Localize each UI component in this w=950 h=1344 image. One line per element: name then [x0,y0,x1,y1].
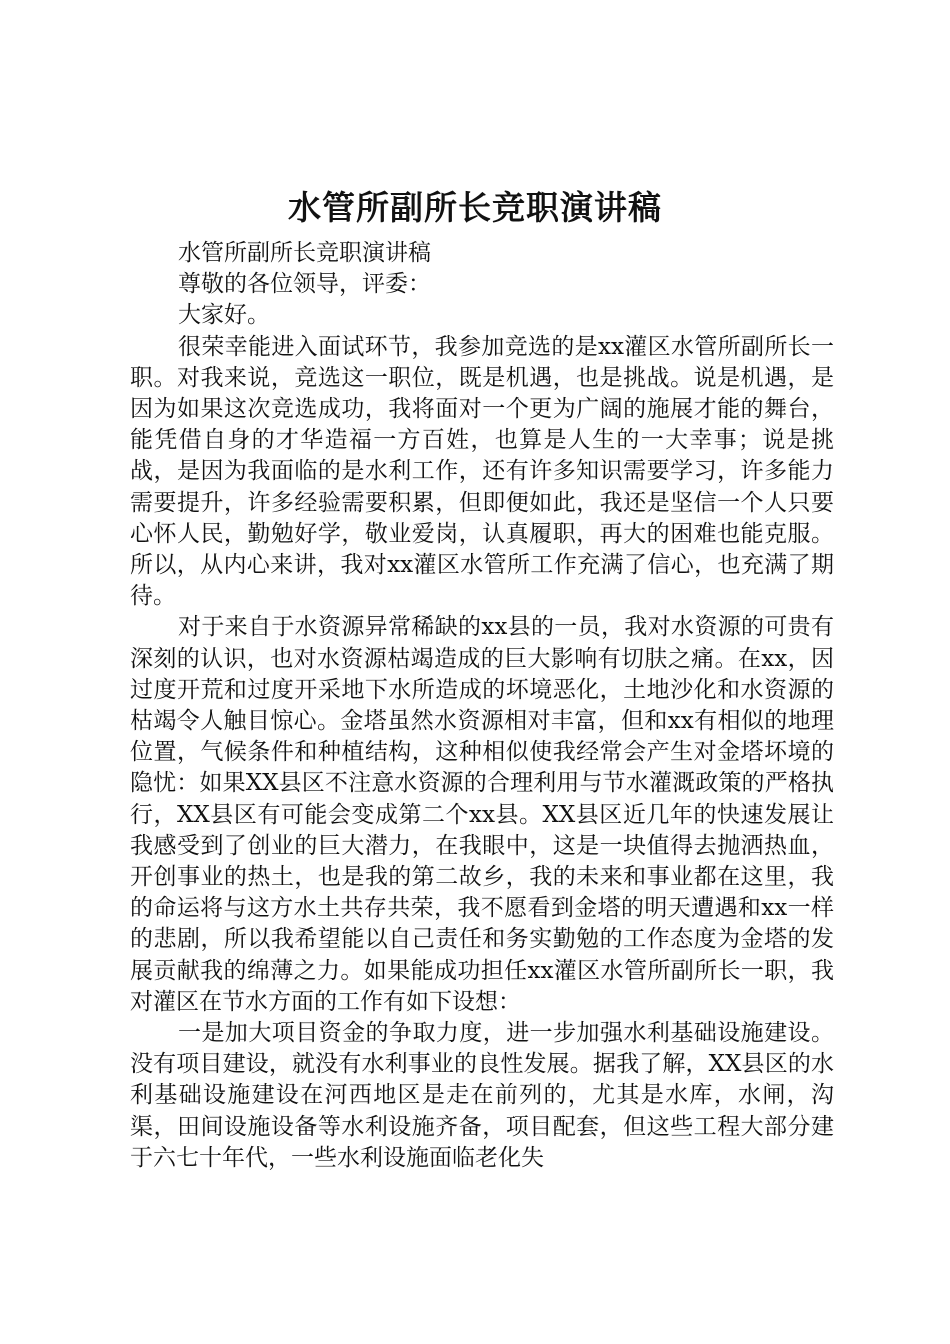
paragraph-heading-repeat: 水管所副所长竞职演讲稿 [178,240,431,266]
paragraph-body: 一是加大项目资金的争取力度，进一步加强水利基础设施建设。没有项目建设，就没有水利事业的良性发展。据我了解，XX县区的水利基础设施建设在河西地区是走在前列的，尤其是水库，水闸，沟渠，田间设施设备等水利设施齐备，项目配套，但这些工程大部分建于六七十年代，一些水利设施面临老化失 [130,1020,834,1171]
paragraph-greeting: 大家好。 [178,302,270,329]
paragraph-body: 很荣幸能进入面试环节，我参加竞选的是xx灌区水管所副所长一职。对我来说，竞选这一职位，既是机遇，也是挑战。说是机遇，是因为如果这次竞选成功，我将面对一个更为广阔的施展才能的舞台，能凭借自身的才华造福一方百姓，也算是人生的一大幸事；说是挑战，是因为我面临的是水利工作，还有许多知识需要学习，许多能力需要提升，许多经验需要积累，但即便如此，我还是坚信一个人只要心怀人民，勤勉好学，敬业爱岗，认真履职，再大的困难也能克服。所以，从内心来讲，我对xx灌区水管所工作充满了信心，也充满了期待。 [130,333,834,610]
paragraph-body: 对于来自于水资源异常稀缺的xx县的一员，我对水资源的可贵有深刻的认识，也对水资源枯竭造成的巨大影响有切肤之痛。在xx，因过度开荒和过度开采地下水所造成的坏境恶化，土地沙化和水资源的枯竭令人触目惊心。金塔虽然水资源相对丰富，但和xx有相似的地理位置，气候条件和种植结构，这种相似使我经常会产生对金塔坏境的隐忧：如果XX县区不注意水资源的合理利用与节水灌溉政策的严格执行，XX县区有可能会变成第二个xx县。XX县区近几年的快速发展让我感受到了创业的巨大潜力，在我眼中，这是一块值得去抛洒热血，开创事业的热土，也是我的第二故乡，我的未来和事业都在这里，我的命运将与这方水土共存共荣，我不愿看到金塔的明天遭遇和xx一样的悲剧，所以我希望能以自己责任和务实勤勉的工作态度为金塔的发展贡献我的绵薄之力。如果能成功担任xx灌区水管所副所长一职，我对灌区在节水方面的工作有如下设想： [130,614,834,1015]
paragraph-salutation: 尊敬的各位领导，评委： [178,271,431,298]
document-body [130,238,834,1174]
document-title: 水管所副所长竞职演讲稿 [288,188,662,227]
